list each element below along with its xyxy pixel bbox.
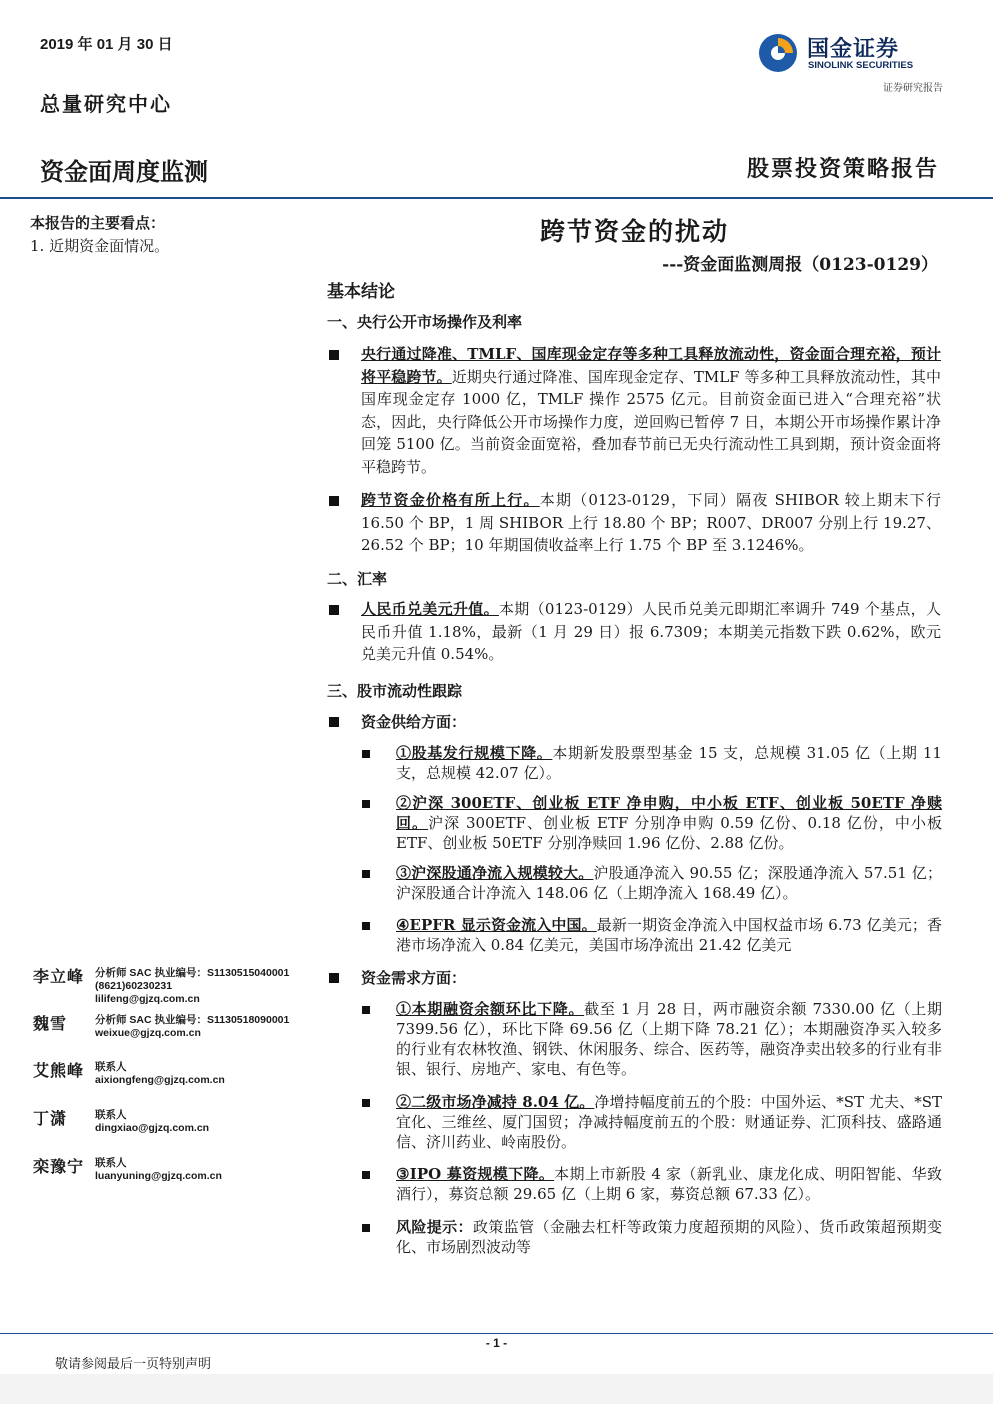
disclaimer-text: 敬请参阅最后一页特别声明 bbox=[55, 1357, 212, 1372]
demand-item bbox=[396, 999, 942, 1079]
supply-item bbox=[396, 915, 942, 955]
section-heading: 一、央行公开市场操作及利率 bbox=[327, 313, 523, 331]
analyst-phone: (8621)60230231 bbox=[95, 980, 173, 992]
report-title: 跨节资金的扰动 bbox=[539, 217, 729, 246]
contact-role: 联系人 bbox=[95, 1157, 127, 1169]
contact-info bbox=[95, 1109, 209, 1135]
sub-bullet-marker bbox=[362, 870, 370, 878]
footer-band bbox=[0, 1374, 993, 1404]
risk-body: 政策监管（金融去杠杆等政策力度超预期的风险）、货币政策超预期变化、市场剧烈波动等 bbox=[396, 1218, 942, 1256]
header-divider bbox=[0, 197, 993, 199]
item-body: 净增持幅度前五的个股：中国外运、*ST 尤夫、*ST 宜化、三维丝、厦门国贸；净减持幅度前五的个股：财通证券、汇顶科技、盛路通信、济川药业、岭南股份。 bbox=[396, 1093, 942, 1151]
supply-item bbox=[396, 793, 942, 853]
demand-item bbox=[396, 1092, 942, 1152]
footer-divider bbox=[0, 1333, 993, 1334]
section-heading: 二、汇率 bbox=[327, 570, 388, 588]
item-body: 本期新发股票型基金 15 支，总规模 31.05 亿（上期 11 支，总规模 42.07 亿）。 bbox=[396, 744, 942, 782]
logo-mark-icon bbox=[757, 32, 799, 74]
item-lead: ④EPFR 显示资金流入中国。 bbox=[396, 916, 597, 934]
risk-note bbox=[396, 1217, 942, 1257]
sub-bullet-marker bbox=[362, 800, 370, 808]
contact-info bbox=[95, 1157, 222, 1183]
paragraph-lead: 跨节资金价格有所上行。 bbox=[361, 491, 540, 509]
item-lead: ③IPO 募资规模下降。 bbox=[396, 1165, 555, 1183]
analyst-name: 魏雪 bbox=[33, 1014, 68, 1033]
sub-bullet-marker bbox=[362, 922, 370, 930]
supply-item bbox=[396, 863, 942, 903]
research-center-name: 总量研究中心 bbox=[40, 92, 172, 116]
analyst-info bbox=[95, 1014, 289, 1040]
section-heading: 三、股市流动性跟踪 bbox=[327, 682, 463, 700]
item-body: 最新一期资金净流入中国权益市场 6.73 亿美元；香港市场净流入 0.84 亿美元，美国市场净流出 21.42 亿美元 bbox=[396, 916, 943, 954]
logo-english-text: SINOLINK SECURITIES bbox=[808, 60, 914, 71]
demand-item bbox=[396, 1164, 942, 1204]
risk-lead: 风险提示： bbox=[396, 1218, 473, 1236]
paragraph-body: 本期（0123-0129，下同）隔夜 SHIBOR 较上期末下行 16.50 个 BP，1 周 SHIBOR 上行 18.80 个 BP；R007、DR007 分别上行 19.27、26.52 个 BP；10 年期国债收益率上行 1.75 个 BP 至 3.1246%。 bbox=[361, 491, 941, 554]
conclusion-paragraph bbox=[361, 489, 941, 557]
item-lead: ②二级市场净减持 8.04 亿。 bbox=[396, 1093, 595, 1111]
paragraph-body: 本期（0123-0129）人民币兑美元即期汇率调升 749 个基点，人民币升值 1.18%，最新（1 月 29 日）报 6.7309；本期美元指数下跌 0.62%，欧元兑美元升值 0.54%。 bbox=[361, 600, 941, 663]
bullet-marker bbox=[329, 717, 339, 727]
analyst-name: 李立峰 bbox=[33, 967, 85, 986]
report-date: 2019 年 01 月 30 日 bbox=[40, 36, 173, 53]
item-lead: ②沪深 300ETF、创业板 ETF 净申购，中小板 ETF、创业板 50ETF 净赎回。 bbox=[396, 794, 942, 832]
sub-bullet-marker bbox=[362, 750, 370, 758]
contact-role: 联系人 bbox=[95, 1109, 127, 1121]
contact-info bbox=[95, 1061, 225, 1087]
contact-name: 艾熊峰 bbox=[33, 1061, 85, 1080]
basic-conclusion-heading: 基本结论 bbox=[327, 282, 395, 302]
report-type-label: 股票投资策略报告 bbox=[746, 156, 939, 182]
bullet-marker bbox=[329, 496, 339, 506]
analyst-email[interactable]: lilifeng@gjzq.com.cn bbox=[95, 993, 200, 1005]
analyst-cert: 分析师 SAC 执业编号：S1130515040001 bbox=[95, 967, 290, 979]
contact-email[interactable]: dingxiao@gjzq.com.cn bbox=[95, 1122, 210, 1134]
paragraph-body: 近期央行通过降准、国库现金定存、TMLF 等多种工具释放流动性，其中国库现金定存 1000 亿，TMLF 操作 2575 亿元。目前资金面已进入“合理充裕”状态，因此，央行降低公开市场操作力度，逆回购已暂停 7 日，本期公开市场操作累计净回笼 5100 亿。当前资金面宽裕，叠加春节前已无央行流动性工具到期，预计资金面将平稳跨节。 bbox=[361, 367, 941, 476]
key-point-item: 1. 近期资金面情况。 bbox=[30, 237, 170, 255]
item-lead: ①股基发行规模下降。 bbox=[396, 744, 553, 762]
contact-email[interactable]: aixiongfeng@gjzq.com.cn bbox=[95, 1074, 225, 1086]
conclusion-paragraph bbox=[361, 343, 941, 478]
bullet-marker bbox=[329, 973, 339, 983]
supply-subheading: 资金供给方面： bbox=[361, 713, 467, 731]
logo-chinese-text: 国金证券 bbox=[807, 36, 900, 61]
analyst-email[interactable]: weixue@gjzq.com.cn bbox=[95, 1027, 201, 1039]
sub-bullet-marker bbox=[362, 1224, 370, 1232]
paragraph-lead: 央行通过降准、TMLF、国库现金定存等多种工具释放流动性，资金面合理充裕，预计将平稳跨节。 bbox=[361, 345, 941, 386]
report-series-title: 资金面周度监测 bbox=[40, 159, 208, 186]
contact-name: 丁潇 bbox=[33, 1109, 68, 1128]
contact-name: 栾豫宁 bbox=[33, 1157, 85, 1176]
contact-role: 联系人 bbox=[95, 1061, 127, 1073]
item-body: 本期上市新股 4 家（新乳业、康龙化成、明阳智能、华致酒行），募资总额 29.65 亿（上期 6 家，募资总额 67.33 亿）。 bbox=[396, 1165, 942, 1203]
analyst-cert: 分析师 SAC 执业编号：S1130518090001 bbox=[95, 1014, 290, 1026]
company-logo bbox=[757, 30, 947, 78]
item-body: 沪深 300ETF、创业板 ETF 分别净申购 0.59 亿份、0.18 亿份，中小板 ETF、创业板 50ETF 分别净赎回 1.96 亿份、2.88 亿份。 bbox=[396, 814, 942, 852]
bullet-marker bbox=[329, 605, 339, 615]
sub-bullet-marker bbox=[362, 1171, 370, 1179]
key-points-title: 本报告的主要看点： bbox=[30, 214, 166, 232]
analyst-info bbox=[95, 967, 289, 1006]
item-body: 沪股通净流入 90.55 亿；深股通净流入 57.51 亿；沪深股通合计净流入 148.06 亿（上期净流入 168.49 亿）。 bbox=[396, 864, 942, 902]
demand-subheading: 资金需求方面： bbox=[361, 969, 467, 987]
page-number: - 1 - bbox=[485, 1336, 508, 1350]
item-lead: ①本期融资余额环比下降。 bbox=[396, 1000, 585, 1018]
contact-email[interactable]: luanyuning@gjzq.com.cn bbox=[95, 1170, 222, 1182]
paragraph-lead: 人民币兑美元升值。 bbox=[361, 600, 499, 618]
item-lead: ③沪深股通净流入规模较大。 bbox=[396, 864, 594, 882]
bullet-marker bbox=[329, 350, 339, 360]
sub-bullet-marker bbox=[362, 1099, 370, 1107]
sub-bullet-marker bbox=[362, 1006, 370, 1014]
report-subtitle: ---资金面监测周报（0123-0129） bbox=[662, 255, 938, 275]
item-body: 截至 1 月 28 日，两市融资余额 7330.00 亿（上期 7399.56 亿），环比下降 69.56 亿（上期下降 78.21 亿）；本期融资净买入较多的行业有农林牧渔、钢铁、休闲服务、综合、医药等，融资净卖出较多的行业有非银、银行、房地产、家电、有色等。 bbox=[396, 1000, 942, 1078]
conclusion-paragraph bbox=[361, 598, 941, 666]
logo-subtitle: 证券研究报告 bbox=[883, 83, 943, 94]
supply-item bbox=[396, 743, 942, 783]
